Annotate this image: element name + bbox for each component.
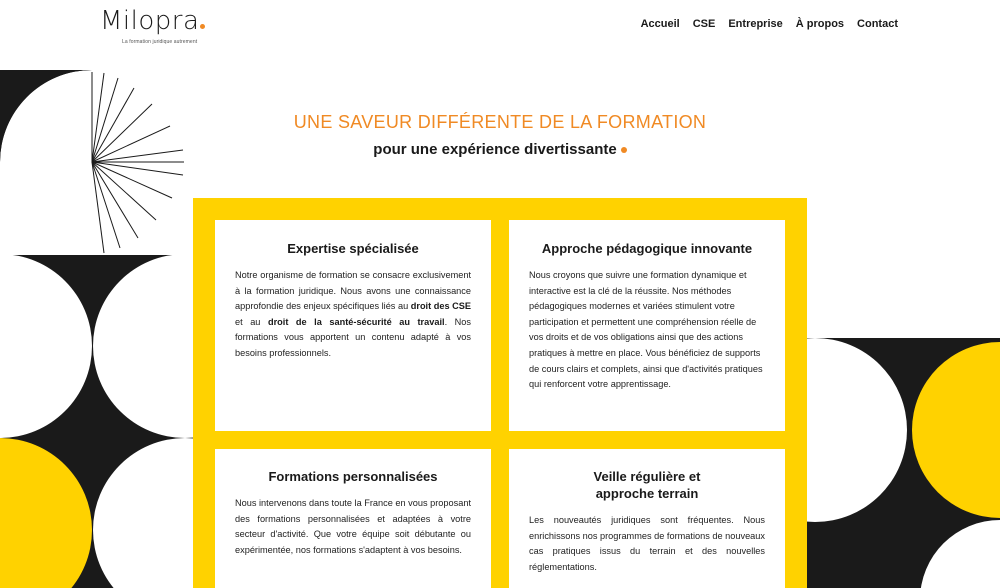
- card-text-part: . Nos formations vous apportent un contenu adapté à vos besoins professionnels.: [235, 316, 471, 358]
- features-panel: [193, 198, 807, 588]
- card-title-line: Veille régulière et: [593, 469, 701, 484]
- logo-wordmark: Milopra: [100, 6, 200, 36]
- feature-card-personnalisees: [215, 449, 491, 588]
- feature-card-pedagogie: [509, 220, 785, 431]
- orange-dot-icon: [621, 147, 627, 153]
- card-title: Expertise spécialisée: [287, 241, 419, 256]
- nav-item-accueil[interactable]: Accueil: [640, 18, 680, 30]
- card-text: [235, 268, 471, 362]
- card-title: Formations personnalisées: [268, 469, 438, 484]
- card-title-line: approche terrain: [595, 486, 699, 501]
- nav-item-entreprise[interactable]: Entreprise: [728, 18, 783, 30]
- card-text: Nous intervenons dans toute la France en vous proposant des formations personnalisées et adaptées à votre secteur d'activité. Que votre équipe soit débutante ou expérimentée, nos formations s'adaptent à vos besoins.: [235, 498, 471, 555]
- site-header: [0, 0, 1000, 60]
- card-text-part: Notre organisme de formation se consacre exclusivement à la formation juridique. Nous avons une connaissance approfondie des enjeux spécifiques liés au: [235, 270, 471, 312]
- nav-item-contact[interactable]: Contact: [857, 18, 898, 30]
- feature-card-expertise: [215, 220, 491, 431]
- card-text: Nous croyons que suivre une formation dynamique et interactive est la clé de la réussite. Nos méthodes pédagogiques modernes et variées stimulent votre participation et permettent une compréhension réelle de vos droits et de vos obligations ainsi que des actions pratiques à mettre en place. Vous bénéficiez de supports de cours clairs et complets, ainsi que d'activités pratiques qui renforcent votre apprentissage.: [529, 270, 763, 390]
- card-text-part: et au: [235, 316, 268, 327]
- logo[interactable]: [100, 6, 205, 45]
- card-text: Les nouveautés juridiques sont fréquentes. Nous enrichissons nos programmes de formations de nouveaux cas pratiques issus du terrain et des nouvelles réglementations.: [529, 515, 765, 572]
- logo-dot-icon: [200, 24, 205, 29]
- card-text-bold: droit de la santé-sécurité au travail: [267, 316, 445, 327]
- sunburst-lines: [92, 72, 184, 253]
- nav-item-cse[interactable]: CSE: [692, 18, 716, 30]
- card-title: [529, 468, 765, 502]
- card-text-bold: droit des CSE: [410, 301, 472, 312]
- nav-item-a-propos[interactable]: À propos: [795, 18, 845, 30]
- section-subtitle-text: pour une expérience divertissante: [373, 141, 617, 158]
- card-title: Approche pédagogique innovante: [541, 241, 753, 256]
- feature-card-veille: [509, 449, 785, 588]
- section-kicker: UNE SAVEUR DIFFÉRENTE DE LA FORMATION: [293, 112, 707, 132]
- section-subtitle: [0, 141, 1000, 158]
- logo-tagline: La formation juridique autrement: [122, 39, 198, 45]
- main-nav: [641, 18, 898, 30]
